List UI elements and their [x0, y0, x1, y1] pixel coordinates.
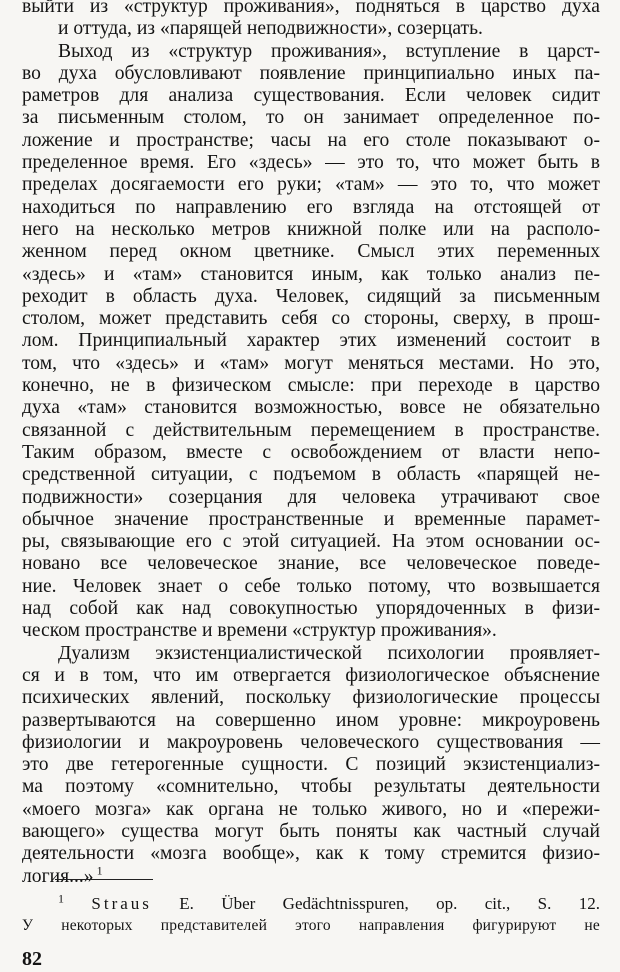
text-line: над собой как над совокупностью упорядоченных в физи- — [22, 598, 600, 620]
footnote-1 — [22, 893, 600, 915]
text-line: во духа обусловливают появление принципиально иных па- — [22, 62, 600, 84]
text-line: лом. Принципиальный характер этих изменений состоит в — [22, 330, 600, 352]
text-line: пределенное время. Его «здесь» — это то, что может быть в — [22, 152, 600, 174]
text-line: столом, может представить себя со стороны, сверху, в прош- — [22, 308, 600, 330]
text-line: Дуализм экзистенциалистической психологии проявляет- — [58, 642, 600, 664]
text-line: средственной ситуации, с подъемом в область «парящей не- — [22, 464, 600, 486]
text-line: подвижности» созерцания для человека утрачивают свое — [22, 486, 600, 508]
text-line: ние. Человек знает о себе только потому, что возвышается — [22, 575, 600, 597]
text-line: за письменным столом, то он занимает определенное по- — [22, 107, 600, 129]
text-line: ся и в том, что им отвергается физиологическое объяснение — [22, 664, 600, 686]
text-line: ческом пространстве и времени «структур проживания». — [22, 620, 497, 642]
text-line: Таким образом, вместе с освобождением от власти непо- — [22, 441, 600, 463]
text-line: развертываются на совершенно ином уровне: микроуровень — [22, 709, 600, 731]
text-line: деятельности «мозга вообще», как к тому стремится физио- — [22, 843, 600, 865]
text-line: женном перед окном цветнике. Смысл этих переменных — [22, 241, 600, 263]
text-line: обычное значение пространственные и временные парамет- — [22, 508, 600, 530]
text-line: Выход из «структур проживания», вступление в царст- — [58, 40, 600, 62]
footnote-divider — [55, 879, 153, 880]
footnote-continuation: У некоторых представителей этого направления фигурируют не — [22, 917, 600, 934]
text-line: «моего мозга» как органа не только живого, но и «пережи- — [22, 798, 600, 820]
text-line: конечно, не в физическом смысле: при переходе в царство — [22, 375, 600, 397]
text-line: том, что «здесь» и «там» могут меняться местами. Но это, — [22, 352, 600, 374]
text-line: физиологии и макроуровень человеческого существования — — [22, 731, 600, 753]
text-line: новано все человеческое знание, все человеческое поведе- — [22, 553, 600, 575]
footnotes — [22, 893, 600, 937]
page-number: 82 — [22, 948, 42, 970]
text-line: «здесь» и «там» становится иным, как только анализ пе- — [22, 263, 600, 285]
text-line: выйти из «структур проживания», подняться в царство духа — [22, 0, 600, 17]
text-line: и оттуда, из «парящей неподвижности», созерцать. — [58, 18, 483, 40]
main-text — [22, 0, 600, 888]
footnote-1-mark: 1 — [58, 891, 64, 906]
text-line: пределах досягаемости его руки; «там» — это то, что может — [22, 174, 600, 196]
text-line: духа «там» становится возможностью, вовсе не обязательно — [22, 397, 600, 419]
text-line: реходит в область духа. Человек, сидящий за письменным — [22, 285, 600, 307]
footnote-1-citation: E. Über Gedächtnisspuren, op. cit., S. 12. — [179, 894, 600, 913]
footnote-1-author: Straus — [91, 894, 152, 913]
text-line: связанной с действительным перемещением в пространстве. — [22, 419, 600, 441]
footnote-ref-1[interactable]: 1 — [93, 863, 103, 878]
text-line: ры, связывающие его с этой ситуацией. На этом основании ос- — [22, 531, 600, 553]
text-line: ма поэтому «сомнительно, чтобы результаты деятельности — [22, 776, 600, 798]
text-line: психических явлений, поскольку физиологические процессы — [22, 687, 600, 709]
text-line: логия...» $^1$ — [22, 863, 103, 887]
text-line: ложение и пространстве; часы на его столе показывают о- — [22, 129, 600, 151]
text-line: него на несколько метров книжной полке или на располо- — [22, 218, 600, 240]
text-line: вающего» существа могут быть поняты как частный случай — [22, 820, 600, 842]
text-line: находиться по направлению его взгляда на отстоящей от — [22, 196, 600, 218]
text-line: раметров для анализа существования. Если человек сидит — [22, 85, 600, 107]
text-line: это две гетерогенные сущности. С позиций экзистенциализ- — [22, 754, 600, 776]
